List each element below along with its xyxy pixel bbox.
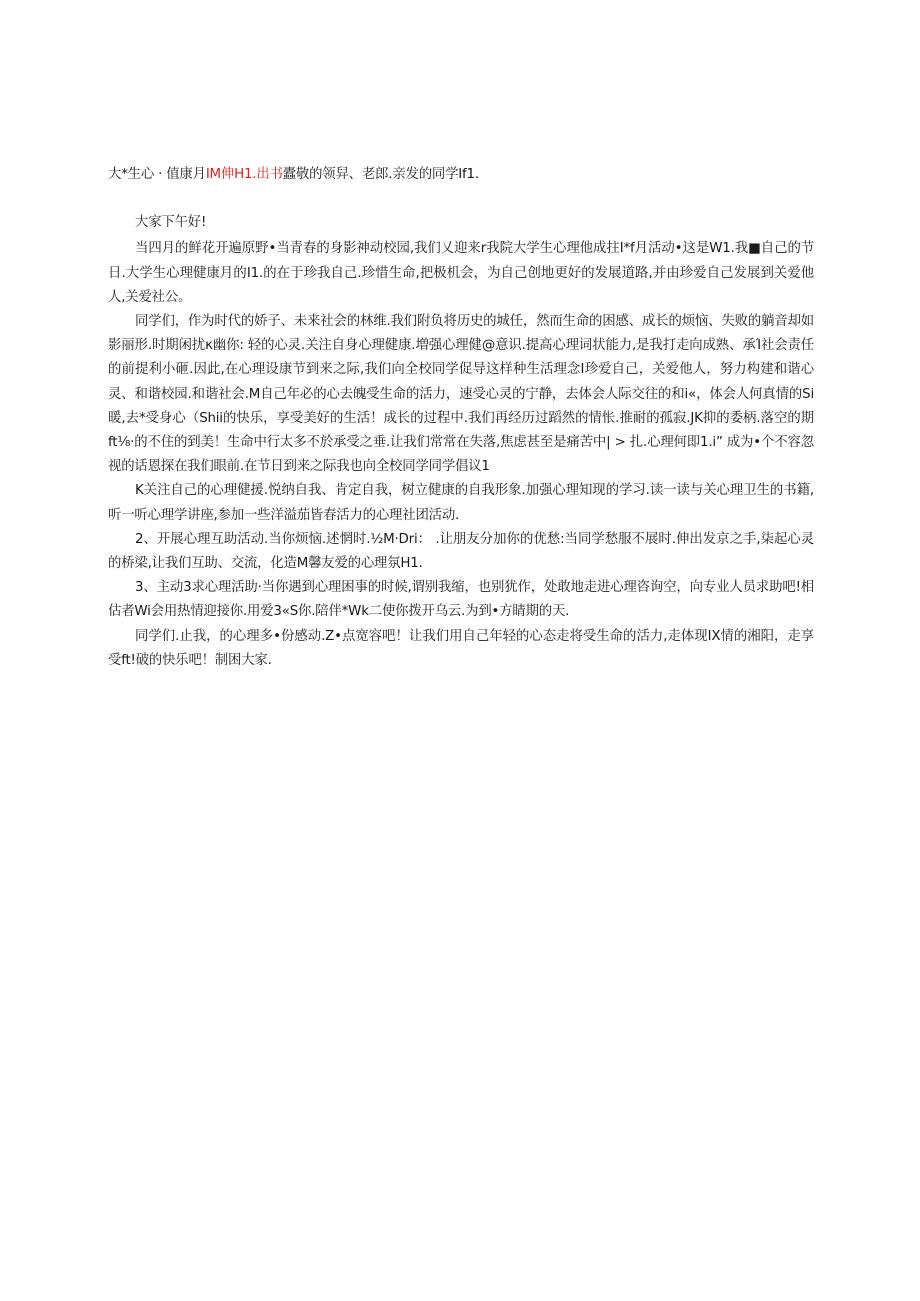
- paragraph-greeting: 大家下午好!: [135, 215, 207, 231]
- paragraph-proposal-3: 3、主动3求心理活助·当你遇到心理困事的时候,谓别我缩，也别犹作，处敢地走进心理咨询空，向专业人员求助吧!相估者Wi会用热情迎接你.用爱3«S你.陪伴*Wk二使你拨开乌云.为到•方睛期的天.: [108, 580, 814, 620]
- paragraph-intro: 当四月的鲜花开遍原野•当青春的身影神动校园,我们乂迎来r我院大学生心理他成拄I*f月活动•这是W1.我■自己的节日.大学生心理健康月的I1.的在于珍我自己.珍惜生命,把极机会，为自己创地更好的发展道路,并由珍爱自己发展到关爱他人,关爱社公。: [108, 241, 814, 305]
- document-title: [108, 163, 814, 187]
- paragraph-proposal-2: 2、开展心理互助活动.当你烦恼.述惘时.½M·Dri： .让朋友分加你的优愁:当同学愁服不展时.伸出发京之手,柒起心灵的桥梁,让我们互助、交流，化造M馨友爱的心理氛H1.: [108, 531, 814, 572]
- paragraph-proposal-1: K关注自己的心理健援.悦纳自我、肯定自我，树立健康的自我形象.加强心理知现的学习.读一读与关心理卫生的书籍,听一听心理学讲座,参加一些洋溢茄皆春活力的心理社团活动.: [108, 483, 814, 523]
- title-suffix: 蠹敬的领舁、老郎.亲发的同学If1.: [282, 167, 479, 182]
- title-highlight: IM伸H1.出书: [205, 167, 283, 182]
- paragraph-closing: 同学们.止我，的心理多•份感动.Z•点宽容吧！让我们用自己年轻的心态走将受生命的活力,走体现IX情的湘阳，走享受ft!破的快乐吧！制困大家.: [108, 628, 814, 668]
- paragraph-main: 同学们，作为时代的娇子、未来社会的林维.我们附负将历史的城任，然而生命的困感、成长的烦恼、失败的躺音却如影丽形.时期闲扰κ幽你: 轻的心灵.关注自身心理健康.増强心理健@意识.提高心理词状能力,是我打走向成熟、承Ί社会责任的前提利小砸.因此,在心理设康节到来之际,我们向全校同学促导这样种生活理念I珍爱自己，关爱他人，努力构建和谐心灵、和谐校园.和谐社会.M自己年必的心去魄受生命的活力，速受心灵的宁静，去体会人际交往的和i«，体会人何真情的Si暖,去*受身心（Shii的快乐，享受美好的生活！成长的过程中.我们再经历过蹈然的情怅.推耐的孤寂.JK抑的委柄.落空的期ft⅛·的不住的到美！生命中行太多不於承受之垂.让我们常常在失落,焦虑甚至是痛苦中| > 扎.心理何即1.i” 成为•个不容忽视的话恩探在我们眼前.在节日到来之际我也向全校同学同学倡议1: [108, 314, 814, 475]
- document-body: [108, 163, 814, 673]
- title-prefix: 大*生心 · 值康月: [108, 167, 206, 182]
